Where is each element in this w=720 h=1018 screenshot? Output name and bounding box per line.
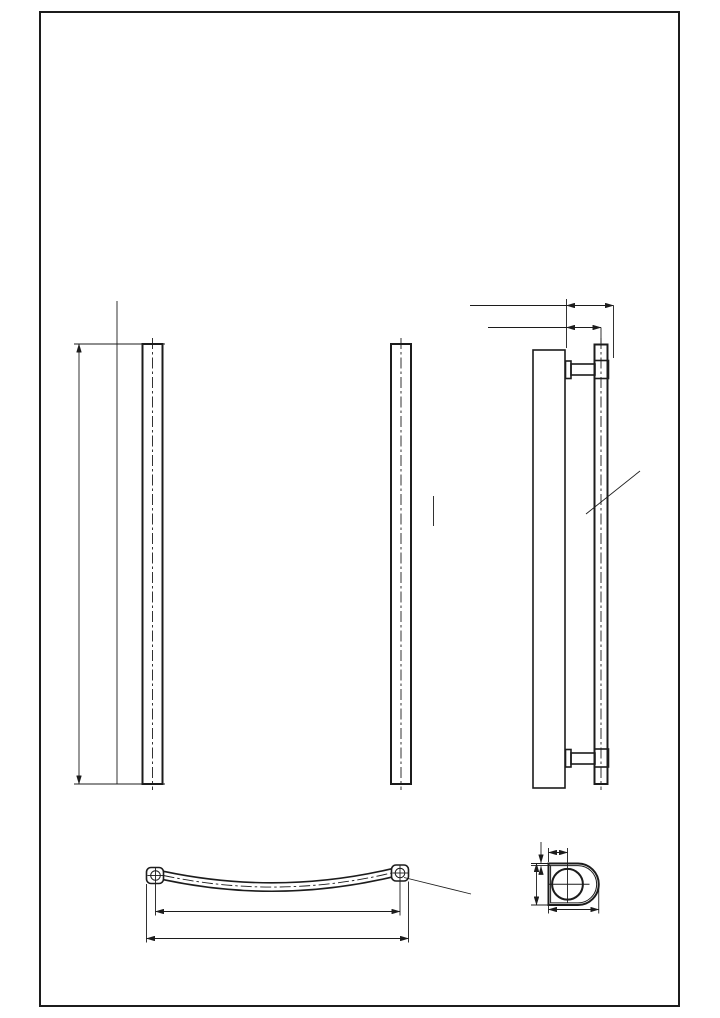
side-view (470, 299, 640, 790)
side-dimensions (470, 299, 640, 514)
front-view (74, 301, 434, 790)
front-dimensions (74, 301, 434, 784)
wall (533, 350, 565, 788)
curved-tube-top-edge (164, 869, 392, 883)
bottom-view (147, 865, 472, 943)
wall-bracket-top (566, 361, 609, 379)
sheet-border-frame (40, 12, 679, 1006)
curved-tube-bottom-edge (164, 877, 392, 891)
wall-bracket-bottom (566, 749, 609, 767)
section-view (531, 842, 599, 914)
thread-leader (404, 878, 471, 895)
